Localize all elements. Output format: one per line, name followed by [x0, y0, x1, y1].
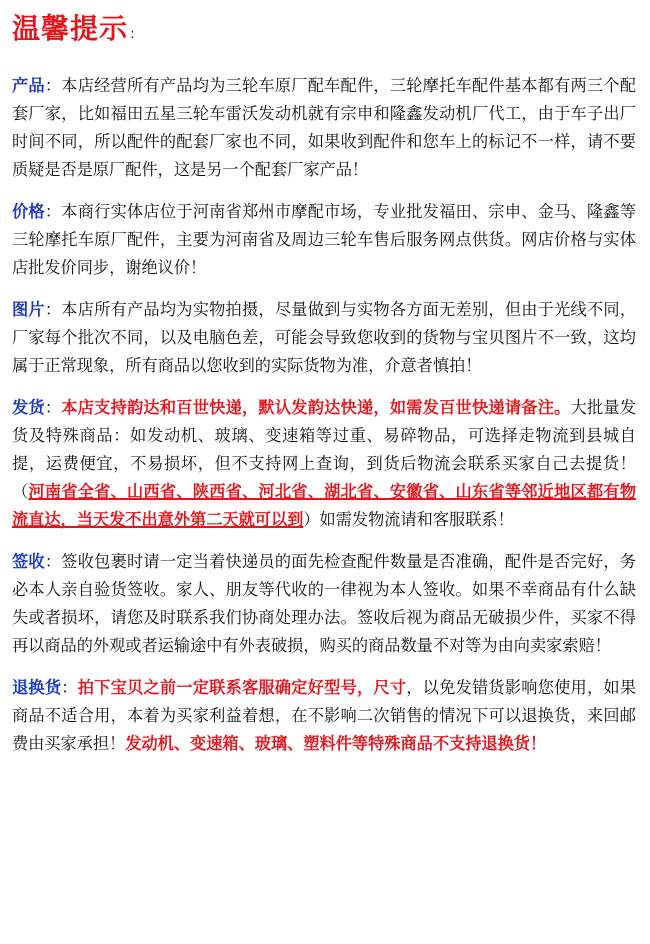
section-returns [12, 674, 636, 758]
section-receipt-label: 签收 [12, 552, 45, 571]
section-product-body: ：本店经营所有产品均为三轮车原厂配车配件，三轮摩托车配件基本都有两三个配套厂家，比如福田五星三轮车雷沃发动机就有宗申和隆鑫发动机厂代工，由于车子出厂时间不同，所以配件的配套厂家也不同，如果收到配件和您车上的标记不一样，请不要质疑是否是原厂配件，这是另一个配套厂家产品！ [12, 76, 637, 179]
section-price [12, 198, 636, 282]
section-shipping-colon: ： [44, 398, 62, 417]
section-returns-model-note: 拍下宝贝之前一定联系客服确定好型号，尺寸 [77, 678, 407, 697]
section-receipt-body: ：签收包裹时请一定当着快递员的面先检查配件数量是否准确，配件是否完好，务必本人亲自验货签收。家人、朋友等代收的一律视为本人签收。如果不幸商品有什么缺失或者损坏，请您及时联系我们协商处理办法。签收后视为商品无破损少件，买家不得再以商品的外观或者运输途中有外表破损，购买的商品数量不对等为由向卖家索赔！ [12, 552, 637, 655]
section-receipt [12, 548, 636, 660]
section-shipping-courier-note: 本店支持韵达和百世快递，默认发韵达快递，如需发百世快递请备注。 [61, 398, 571, 417]
section-returns-label: 退换货 [12, 678, 62, 697]
section-returns-colon: ： [61, 678, 78, 697]
section-shipping-body: 大批量发货及特殊商品：如发动机、玻璃、变速箱等过重、易碎物品，可选择走物流到县城自提，运费便宜，不易损坏，但不支持网上查询，到货后物流会联系买家自己去提货！（ [12, 398, 637, 501]
notice-title-text: 温馨提示 [12, 12, 129, 45]
section-price-label: 价格 [12, 202, 45, 221]
notice-title-suffix: : [130, 26, 136, 42]
section-price-body: ：本商行实体店位于河南省郑州市摩配市场，专业批发福田、宗申、金马、隆鑫等三轮摩托车原厂配件，主要为河南省及周边三轮车售后服务网点供货。网店价格与实体店批发价同步，谢绝议价！ [12, 202, 637, 277]
section-shipping [12, 394, 636, 534]
section-product-label: 产品 [12, 76, 45, 95]
section-images-body: ：本店所有产品均为实物拍摄，尽量做到与实物各方面无差别，但由于光线不同，厂家每个批次不同，以及电脑色差，可能会导致您收到的货物与宝贝图片不一致，这均属于正常现象，所有商品以您收到的实际货物为准，介意者慎拍！ [12, 300, 637, 375]
section-returns-body: ，以免发错货影响您使用，如果商品不适合用，本着为买家利益着想，在不影响二次销售的情况下可以退换货，来回邮费由买家承担！ [12, 678, 637, 753]
section-shipping-regions-note: 河南省全省、山西省、陕西省、河北省、湖北省、安徽省、山东省等邻近地区都有物流直达，当天发不出意外第二天就可以到 [12, 482, 637, 529]
section-shipping-label: 发货 [12, 398, 45, 417]
notice-title [12, 0, 636, 58]
section-product [12, 72, 636, 184]
section-shipping-body-end: ）如需发物流请和客服联系！ [303, 510, 514, 529]
section-images-label: 图片 [12, 300, 45, 319]
section-images [12, 296, 636, 380]
section-returns-exclusion-note: 发动机、变速箱、玻璃、塑料件等特殊商品不支持退换货！ [125, 734, 547, 753]
